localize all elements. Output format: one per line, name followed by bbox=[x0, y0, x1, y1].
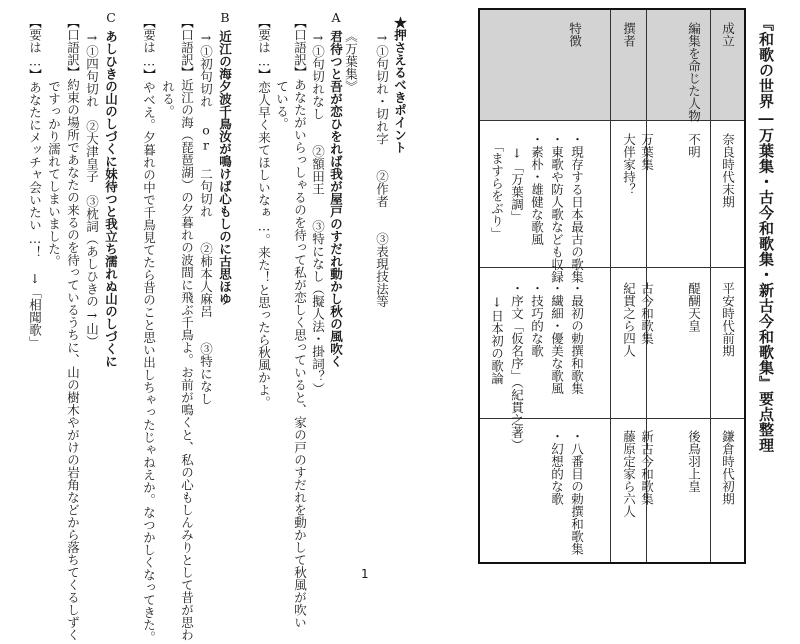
section-a-label: A bbox=[328, 10, 344, 25]
collection-name-shinkokin: 新古今和歌集 bbox=[639, 430, 655, 505]
feature-line: ・最初の勅撰和歌集 bbox=[569, 282, 585, 395]
section-c-notes: →①四句切れ ②大津皇子 ③枕詞（あしひきの→山） bbox=[84, 30, 100, 348]
header-seiritsu: 成立 bbox=[720, 22, 736, 47]
summary-table bbox=[478, 8, 746, 564]
section-c-summary: 【要は…】あなたにメッチャ会いたい…！ ↓「相聞歌」 bbox=[27, 16, 43, 349]
section-c-translation: 【口語訳】約束の場所であなたの来るのを待っているうちに、山の樹木やがけの岩角などから落ちてくるしずく bbox=[65, 16, 81, 641]
column-henja bbox=[646, 10, 710, 562]
column-seiritsu bbox=[710, 10, 744, 562]
header-henja: 編集を命じた人物 bbox=[686, 22, 702, 122]
column-tokucho bbox=[476, 10, 610, 562]
section-a-notes: →①句切れなし ②額田王 ③特になし（擬人法・掛詞？） bbox=[310, 30, 326, 395]
section-b-notes: →①初句切れ or 二句切れ ②柿本人麻呂 ③特になし bbox=[198, 30, 214, 405]
feature-line: ・技巧的な歌 bbox=[529, 282, 545, 357]
points-heading: ★押さえるべきポイント bbox=[392, 16, 408, 154]
feature-line: ・東歌や防人歌なども収録 bbox=[549, 133, 565, 283]
header-senja: 撰者 bbox=[621, 22, 637, 47]
section-b-translation-cont: れる。 bbox=[160, 80, 176, 118]
feature-line: 「ますらをぶり」 bbox=[489, 133, 505, 240]
section-c-poem: あしひきの山のしづくに妹待つと我立ち濡れぬ山のしづくに bbox=[103, 30, 119, 368]
feature-line: ・序文「仮名序」（紀貫之著） bbox=[509, 282, 525, 451]
section-b-translation: 【口語訳】近江の海（琵琶湖）の夕暮れの波間に飛ぶ千鳥よ。お前が鳴くと、私の心もしんみりとして昔が思わ bbox=[179, 16, 195, 641]
feature-line: ↓「万葉調」 bbox=[509, 133, 525, 223]
collection-name-kokin: 古今和歌集 bbox=[639, 282, 655, 345]
feature-line: ・幻想的な歌 bbox=[549, 430, 565, 505]
cell-senja-shinkokin: 藤原定家ら六人 bbox=[621, 430, 637, 518]
cell-seiritsu-manyo: 奈良時代末期 bbox=[720, 133, 736, 208]
section-c-translation-cont: ですっかり濡れてしまいました。 bbox=[46, 80, 62, 268]
section-a-summary: 【要は…】恋人早く来てほしいなぁ…。来た！と思ったら秋風かよ。 bbox=[256, 16, 272, 409]
cell-henja-kokin: 醍醐天皇 bbox=[686, 282, 702, 332]
cell-senja-kokin: 紀貫之ら四人 bbox=[621, 282, 637, 357]
cell-henja-shinkokin: 後鳥羽上皇 bbox=[686, 430, 702, 493]
feature-line: ・繊細・優美な歌風 bbox=[549, 282, 565, 395]
section-a-collection: 《万葉集》 bbox=[343, 30, 359, 93]
header-tokucho: 特徴 bbox=[567, 22, 583, 47]
cell-henja-manyo: 不明 bbox=[686, 133, 702, 158]
feature-line: ・八番目の勅撰和歌集 bbox=[569, 430, 585, 555]
feature-line: ・現存する日本最古の歌集 bbox=[569, 133, 585, 283]
section-a-translation: 【口語訳】あなたがいらっしゃるのを待って私が恋しく思っていると、家の戸のすだれを動かして秋風が吹い bbox=[292, 16, 308, 629]
section-b-label: B bbox=[217, 10, 233, 25]
section-a-translation-cont: ている。 bbox=[274, 80, 290, 130]
cell-senja-manyo: 大伴家持？ bbox=[621, 133, 637, 196]
section-b-summary: 【要は…】やべえ。夕暮れの中で千鳥見てたら昔のこと思い出しちゃったじゃねえか。なつかしくなってきた。 bbox=[141, 16, 157, 644]
cell-seiritsu-kokin: 平安時代前期 bbox=[720, 282, 736, 357]
section-a-poem: 君待つと吾が恋ひをれば我が屋戸のすだれ動かし秋の風吹く bbox=[328, 30, 344, 368]
section-b-poem: 近江の海夕波千鳥汝が鳴けば心もしのに古思ほゆ bbox=[217, 30, 233, 305]
document-title: 『和歌の世界―万葉集・古今和歌集・新古今和歌集』要点整理 bbox=[757, 16, 775, 453]
cell-seiritsu-shinkokin: 鎌倉時代初期 bbox=[720, 430, 736, 505]
points-items: →①句切れ・切れ字 ②作者 ③表現技法等 bbox=[374, 30, 390, 308]
collection-name-manyo: 万葉集 bbox=[639, 133, 655, 171]
feature-line: ・素朴・雄健な歌風 bbox=[529, 133, 545, 246]
section-c-label: C bbox=[103, 10, 119, 25]
page-number: 1 bbox=[361, 567, 369, 581]
feature-line: ↓日本初の歌論 bbox=[489, 282, 505, 385]
